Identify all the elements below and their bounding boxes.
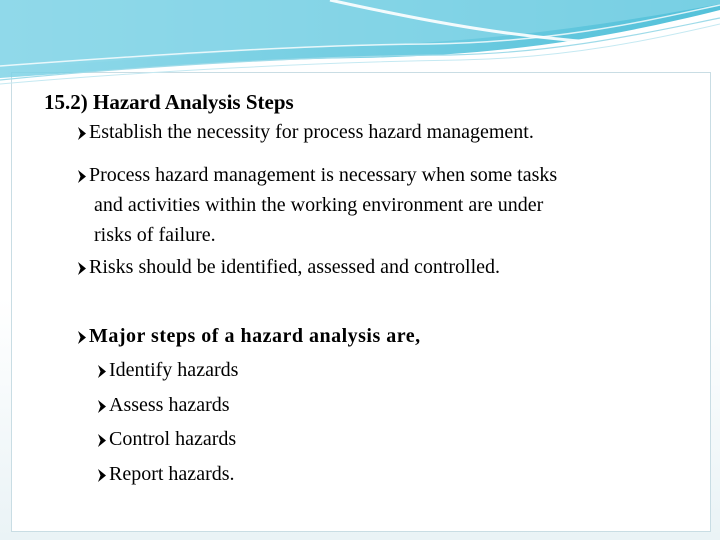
arrow-bullet-icon (98, 469, 106, 482)
arrow-bullet-icon (78, 170, 86, 183)
bullet-text: Process hazard management is necessary when some tasks (89, 164, 558, 186)
step-item (98, 390, 230, 420)
step-text: Control hazards (109, 428, 237, 450)
step-text: Identify hazards (109, 359, 239, 381)
step-item (98, 355, 238, 385)
header-decoration (0, 0, 720, 90)
step-item (98, 424, 236, 454)
major-steps-text: Major steps of a hazard analysis are, (89, 325, 421, 347)
arrow-bullet-icon (78, 127, 86, 140)
bullet-item (78, 252, 678, 282)
step-text: Assess hazards (109, 394, 230, 416)
bullet-text-continued: and activities within the working environment are under (94, 194, 544, 216)
major-steps-heading (78, 321, 421, 351)
arrow-bullet-icon (78, 331, 86, 344)
bullet-item (78, 117, 678, 147)
slide-title: 15.2) Hazard Analysis Steps (44, 90, 294, 114)
arrow-bullet-icon (98, 400, 106, 413)
bullet-text: Risks should be identified, assessed and controlled. (89, 256, 501, 278)
arrow-bullet-icon (78, 262, 86, 275)
step-text: Report hazards. (109, 463, 235, 485)
bullet-item (78, 160, 668, 250)
arrow-bullet-icon (98, 434, 106, 447)
step-item (98, 459, 235, 489)
arrow-bullet-icon (98, 365, 106, 378)
bullet-text-continued: risks of failure. (94, 224, 216, 246)
bullet-text: Establish the necessity for process hazard management. (89, 121, 534, 143)
